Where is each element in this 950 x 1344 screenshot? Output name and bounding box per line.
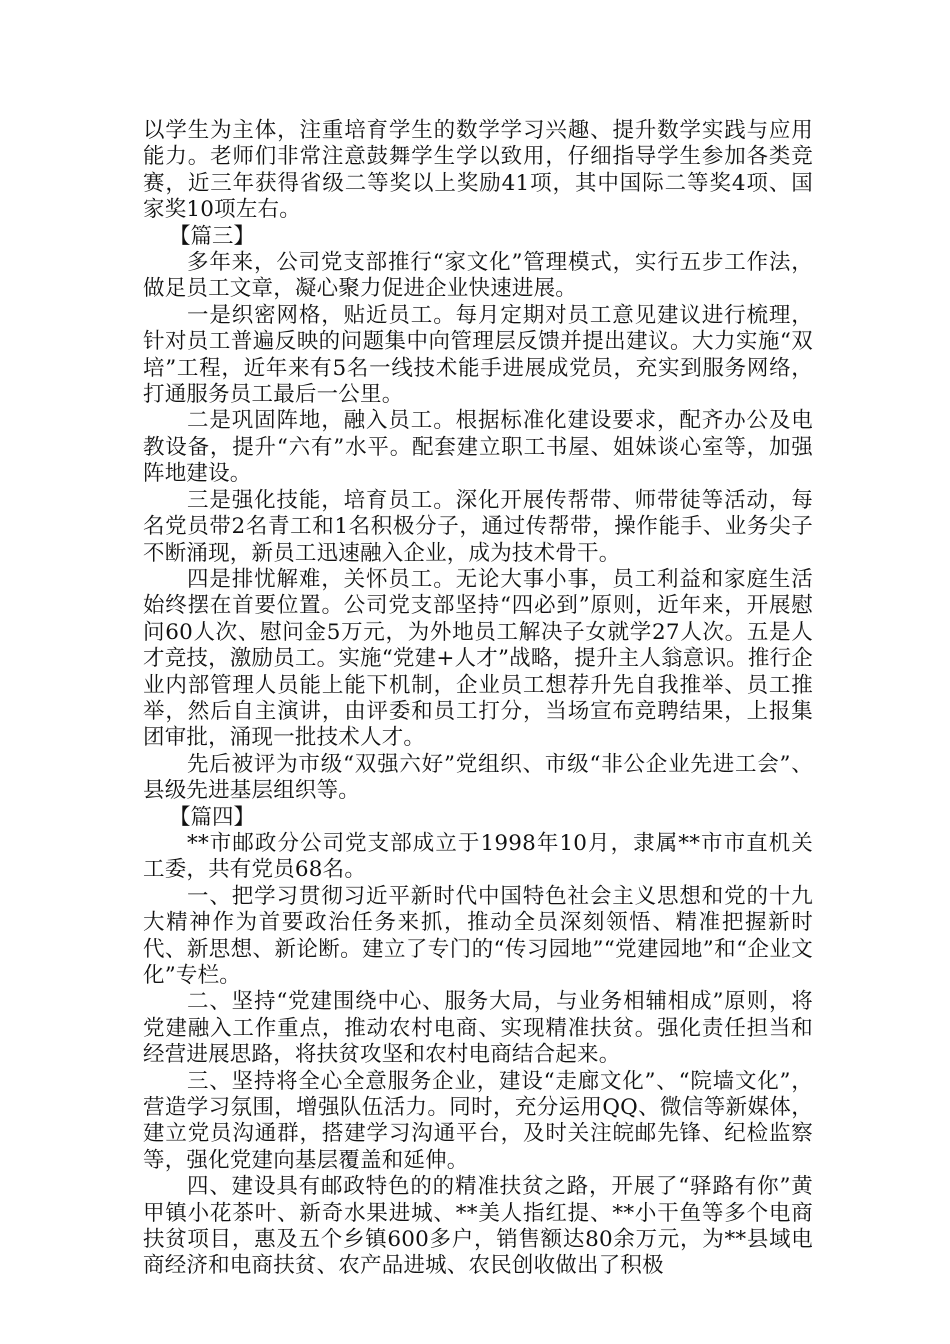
document-page [143,118,813,1280]
paragraph-branch-intro: **市邮政分公司党支部成立于1998年10月，隶属**市市直机关工委，共有党员68名。 [143,830,813,883]
paragraph-honors: 先后被评为市级“双强六好”党组织、市级“非公企业先进工会”、县级先进基层组织等。 [143,751,813,804]
paragraph-step-two: 二是巩固阵地，融入员工。根据标准化建设要求，配齐办公及电教设备，提升“六有”水平。配套建立职工书屋、姐妹谈心室等，加强阵地建设。 [143,408,813,487]
paragraph-item-one: 一、把学习贯彻习近平新时代中国特色社会主义思想和党的十九大精神作为首要政治任务来抓，推动全员深刻领悟、精准把握新时代、新思想、新论断。建立了专门的“传习园地”“党建园地”和“企业文化”专栏。 [143,883,813,988]
paragraph-step-one: 一是织密网格，贴近员工。每月定期对员工意见建议进行梳理，针对员工普遍反映的问题集中向管理层反馈并提出建议。大力实施“双培”工程，近年来有5名一线技术能手进展成党员，充实到服务网络，打通服务员工最后一公里。 [143,302,813,408]
paragraph-intro: 以学生为主体，注重培育学生的数学学习兴趣、提升数学实践与应用能力。老师们非常注意鼓舞学生学以致用，仔细指导学生参加各类竞赛，近三年获得省级二等奖以上奖励41项，其中国际二等奖4项、国家奖10项左右。 [143,118,813,223]
paragraph-step-three: 三是强化技能，培育员工。深化开展传帮带、师带徒等活动，每名党员带2名青工和1名积极分子，通过传帮带，操作能手、业务尖子不断涌现，新员工迅速融入企业，成为技术骨干。 [143,487,813,566]
paragraph-item-two: 二、坚持“党建围绕中心、服务大局，与业务相辅相成”原则，将党建融入工作重点，推动农村电商、实现精准扶贫。强化责任担当和经营进展思路，将扶贫攻坚和农村电商结合起来。 [143,989,813,1068]
paragraph-step-four-five: 四是排忧解难，关怀员工。无论大事小事，员工利益和家庭生活始终摆在首要位置。公司党支部坚持“四必到”原则，近年来，开展慰问60人次、慰问金5万元，为外地员工解决子女就学27人次。五是人才竞技，激励员工。实施“党建+人才”战略，提升主人翁意识。推行企业内部管理人员能上能下机制，企业员工想荐升先自我推举、员工推举，然后自主演讲，由评委和员工打分，当场宣布竞聘结果，上报集团审批，涌现一批技术人才。 [143,566,813,751]
paragraph-item-three: 三、坚持将全心全意服务企业，建设“走廊文化”、“院墙文化”，营造学习氛围，增强队伍活力。同时，充分运用QQ、微信等新媒体，建立党员沟通群，搭建学习沟通平台，及时关注皖邮先锋、纪检监察等，强化党建向基层覆盖和延伸。 [143,1068,813,1173]
section-heading-part-four: 【篇四】 [169,804,256,830]
paragraph-item-four: 四、建设具有邮政特色的的精准扶贫之路，开展了“驿路有你”黄甲镇小花茶叶、新奇水果进城、**美人指红提、**小干鱼等多个电商扶贫项目，惠及五个乡镇600多户，销售额达80余万元，为**县域电商经济和电商扶贫、农产品进城、农民创收做出了积极 [143,1174,813,1279]
section-heading-part-three: 【篇三】 [169,223,256,249]
paragraph-home-culture: 多年来，公司党支部推行“家文化”管理模式，实行五步工作法，做足员工文章，凝心聚力促进企业快速进展。 [143,250,813,302]
